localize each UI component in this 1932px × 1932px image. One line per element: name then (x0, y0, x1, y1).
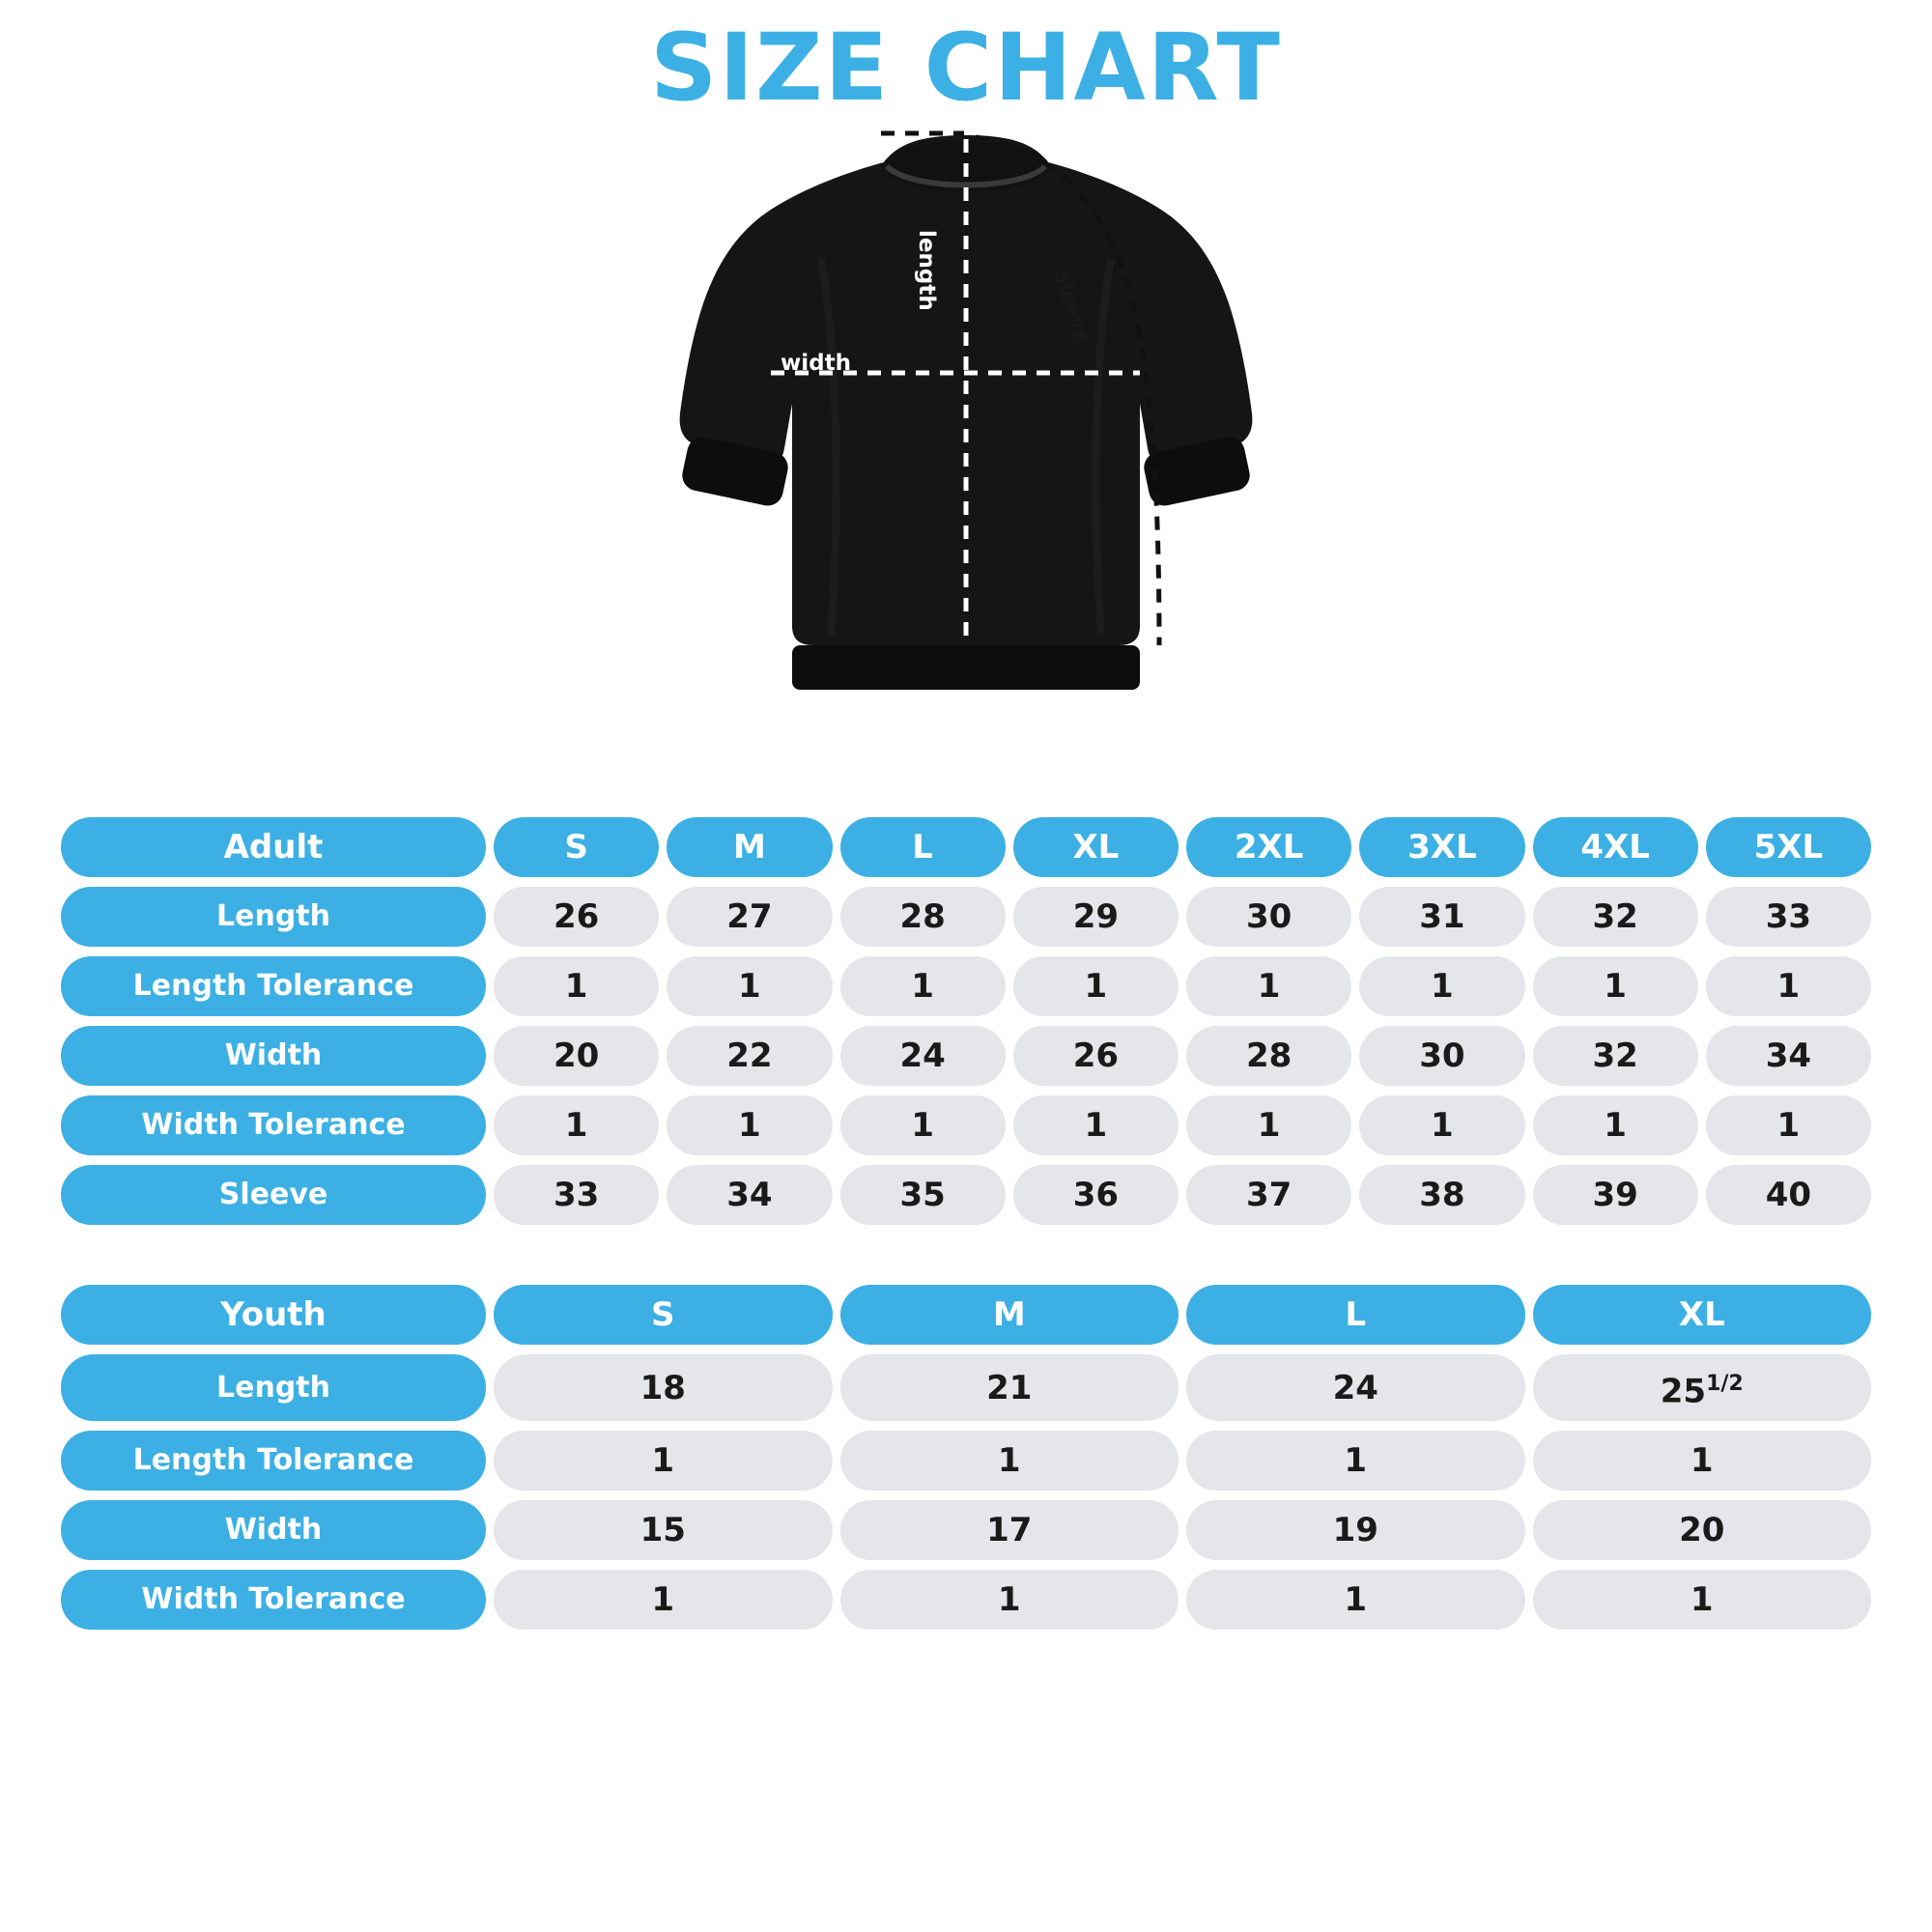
table-row (61, 887, 1871, 947)
youth-size-s: S (494, 1285, 833, 1345)
adult-length-tolerance-s: 1 (494, 956, 659, 1016)
adult-length-tolerance-l: 1 (840, 956, 1006, 1016)
adult-size-2xl: 2XL (1186, 817, 1351, 877)
youth-size-table (53, 1275, 1879, 1639)
adult-size-5xl: 5XL (1706, 817, 1871, 877)
youth-width-tolerance-xl: 1 (1533, 1570, 1872, 1630)
youth-size-m: M (840, 1285, 1179, 1345)
youth-width-tolerance-s: 1 (494, 1570, 833, 1630)
table-row (61, 1354, 1871, 1421)
youth-length-tolerance-m: 1 (840, 1431, 1179, 1491)
adult-sleeve-s: 33 (494, 1165, 659, 1225)
adult-width-tolerance-2xl: 1 (1186, 1095, 1351, 1155)
sleeve-label: sleeve (1050, 269, 1095, 346)
youth-width-m: 17 (840, 1500, 1179, 1560)
adult-width-2xl: 28 (1186, 1026, 1351, 1086)
adult-size-xl: XL (1013, 817, 1179, 877)
page-title: SIZE CHART (650, 14, 1282, 122)
adult-length-2xl: 30 (1186, 887, 1351, 947)
youth-length-tolerance-xl: 1 (1533, 1431, 1872, 1491)
youth-size-xl: XL (1533, 1285, 1872, 1345)
adult-length-xl: 29 (1013, 887, 1179, 947)
adult-sleeve-m: 34 (667, 1165, 832, 1225)
adult-header-label: Adult (61, 817, 486, 877)
adult-length-5xl: 33 (1706, 887, 1871, 947)
youth-width-s: 15 (494, 1500, 833, 1560)
youth-length-m: 21 (840, 1354, 1179, 1421)
adult-row-label-width: Width (61, 1026, 486, 1086)
adult-length-s: 26 (494, 887, 659, 947)
youth-row-label-width: Width (61, 1500, 486, 1560)
adult-width-tolerance-3xl: 1 (1359, 1095, 1524, 1155)
adult-width-l: 24 (840, 1026, 1006, 1086)
adult-size-m: M (667, 817, 832, 877)
adult-sleeve-3xl: 38 (1359, 1165, 1524, 1225)
adult-row-label-length-tolerance: Length Tolerance (61, 956, 486, 1016)
youth-length-xl: $25^{1/2}$ (1533, 1354, 1872, 1421)
youth-width-tolerance-l: 1 (1186, 1570, 1525, 1630)
adult-width-3xl: 30 (1359, 1026, 1524, 1086)
table-row (61, 1095, 1871, 1155)
youth-length-l: 24 (1186, 1354, 1525, 1421)
table-row (61, 1431, 1871, 1491)
adult-sleeve-2xl: 37 (1186, 1165, 1351, 1225)
table-row (61, 1026, 1871, 1086)
adult-size-s: S (494, 817, 659, 877)
table-row (61, 1570, 1871, 1630)
adult-sleeve-5xl: 40 (1706, 1165, 1871, 1225)
garment-illustration (657, 124, 1275, 790)
adult-width-tolerance-l: 1 (840, 1095, 1006, 1155)
adult-length-tolerance-xl: 1 (1013, 956, 1179, 1016)
adult-width-s: 20 (494, 1026, 659, 1086)
adult-size-3xl: 3XL (1359, 817, 1524, 877)
adult-length-tolerance-3xl: 1 (1359, 956, 1524, 1016)
adult-size-l: L (840, 817, 1006, 877)
adult-length-tolerance-m: 1 (667, 956, 832, 1016)
adult-length-4xl: 32 (1533, 887, 1698, 947)
adult-row-label-length: Length (61, 887, 486, 947)
youth-row-label-length-tolerance: Length Tolerance (61, 1431, 486, 1491)
length-label: length (914, 230, 939, 311)
adult-width-5xl: 34 (1706, 1026, 1871, 1086)
table-row (61, 1500, 1871, 1560)
adult-width-xl: 26 (1013, 1026, 1179, 1086)
youth-header-label: Youth (61, 1285, 486, 1345)
youth-size-l: L (1186, 1285, 1525, 1345)
youth-width-l: 19 (1186, 1500, 1525, 1560)
adult-width-tolerance-s: 1 (494, 1095, 659, 1155)
table-row (61, 1285, 1871, 1345)
adult-length-tolerance-4xl: 1 (1533, 956, 1698, 1016)
table-row (61, 956, 1871, 1016)
adult-width-tolerance-xl: 1 (1013, 1095, 1179, 1155)
adult-sleeve-xl: 36 (1013, 1165, 1179, 1225)
adult-width-tolerance-4xl: 1 (1533, 1095, 1698, 1155)
adult-length-l: 28 (840, 887, 1006, 947)
adult-length-m: 27 (667, 887, 832, 947)
adult-row-label-width-tolerance: Width Tolerance (61, 1095, 486, 1155)
adult-length-tolerance-2xl: 1 (1186, 956, 1351, 1016)
table-row (61, 817, 1871, 877)
sweatshirt-graphic (657, 124, 1275, 790)
width-label: width (781, 351, 851, 376)
youth-width-xl: 20 (1533, 1500, 1872, 1560)
adult-size-table (53, 808, 1879, 1235)
adult-width-4xl: 32 (1533, 1026, 1698, 1086)
adult-sleeve-4xl: 39 (1533, 1165, 1698, 1225)
adult-width-tolerance-5xl: 1 (1706, 1095, 1871, 1155)
adult-width-m: 22 (667, 1026, 832, 1086)
adult-width-tolerance-m: 1 (667, 1095, 832, 1155)
adult-sleeve-l: 35 (840, 1165, 1006, 1225)
adult-length-tolerance-5xl: 1 (1706, 956, 1871, 1016)
youth-length-tolerance-s: 1 (494, 1431, 833, 1491)
youth-length-s: 18 (494, 1354, 833, 1421)
adult-row-label-sleeve: Sleeve (61, 1165, 486, 1225)
table-row (61, 1165, 1871, 1225)
adult-size-4xl: 4XL (1533, 817, 1698, 877)
youth-row-label-width-tolerance: Width Tolerance (61, 1570, 486, 1630)
youth-width-tolerance-m: 1 (840, 1570, 1179, 1630)
adult-length-3xl: 31 (1359, 887, 1524, 947)
youth-length-tolerance-l: 1 (1186, 1431, 1525, 1491)
youth-row-label-length: Length (61, 1354, 486, 1421)
